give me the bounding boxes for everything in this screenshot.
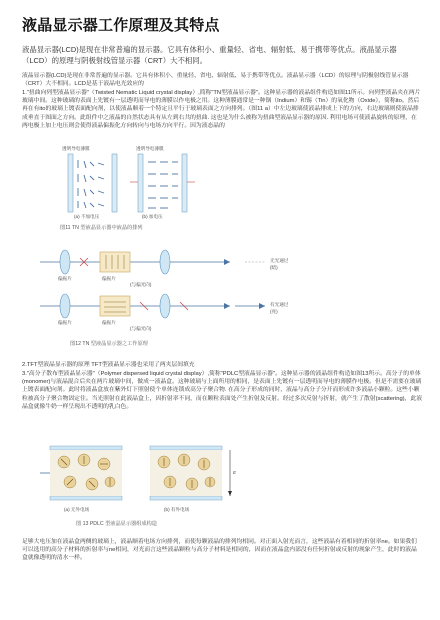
- fig12-row2-right2: (亮): [270, 309, 278, 314]
- page-title: 液晶显示器工作原理及其特点: [22, 17, 220, 34]
- fig11-diagram: [60, 144, 200, 224]
- fig12-row2-label2: 偏振片: [102, 320, 116, 325]
- fig12-row1-label1: 偏振片: [58, 276, 72, 281]
- fig12-row1-right2: (暗): [270, 265, 278, 270]
- fig13-caption: 图 13 PDLC 型液晶显示器组成构造: [76, 521, 157, 527]
- fig11-caption: 图11 TN 型液晶显示器中液晶的排列: [60, 225, 143, 231]
- fig12-row1-right: 无光通过: [270, 258, 289, 263]
- fig12-row2-label3: (与偏光向): [130, 326, 152, 331]
- fig13-sub-a: (a) 无外电场: [64, 507, 90, 512]
- fig13-field-label: E: [233, 470, 237, 475]
- fig13-diagram: [40, 438, 240, 518]
- fig11-sub-a: (a) 不加电压: [74, 214, 100, 219]
- fig11-sub-b: (b) 加电压: [142, 214, 163, 219]
- body-paragraph-5: 足够大电压加在液晶盒两侧的玻璃上，液晶顺着电场方向排列，而使每颗液晶的排列均相同。对正面入射光而言，这些液晶有着相同的折射率ne。如果我们可以选用的高分子材料的折射率与ne相同，对光而言这些液晶颗粒与高分子材料是相同的，因而在液晶盒内部没有任何折射或反射的现象产生，此时的液晶盒就像透明的清水一样。: [22, 539, 417, 562]
- fig12-caption: 图12 TN 型液晶显示器之工作原理: [70, 341, 148, 347]
- intro-paragraph: 液晶显示器(LCD)是现在非常普遍的显示器。它具有体积小、重量轻、省电、辐射低、易于携带等优点。液晶显示器（LCD）的原理与阴极射线管显示器（CRT）大不相同。: [22, 45, 397, 65]
- fig11-label-b: 透明导电薄膜: [136, 146, 164, 151]
- body-paragraph-3: 2.TFT型液晶显示器的原理 TFT型液晶显示器也采用了两夹层间填充: [22, 362, 195, 368]
- fig12-row2-right: 有光通过: [270, 302, 289, 307]
- fig12-row1-label3: (与偏光向): [130, 282, 152, 287]
- fig11-label-a: 透明导电薄膜: [62, 146, 90, 151]
- body-paragraph-1: 液晶显示器(LCD)是现在非常普遍的显示器。它具有体积小、重量轻、省电、辐射低、易于携带等优点。液晶显示器（LCD）的原理与阴极射线管显示器（CRT）大不相同。LCD是基于液晶电光效应的: [22, 73, 409, 88]
- body-paragraph-4: 3."高分子散布型液晶显示器"（Polymer dispersed liquid crystal display）,简称"PDLC型液晶显示器"。这种显示器的液晶组件构造如图13所示。高分子的单体(monomer)与液晶混合后夹在两片玻璃中间，做成一液晶盒。这种玻璃与上面所用的相同，是表面上先镀有一层透明而导电的薄膜作电极。但是不需要在玻璃上镀表面配向剂。此时将液晶盒放在紫外灯下照射使个单体连锁成高分子聚合物. 在高分子形成的同时，液晶与高分子分开而形成许多液晶小颗粒。这些小颗粒被高分子聚合物固定住。当光照射在此液晶盒上，因折射率不同，而在颗粒表面处产生折射及反射。经过多次反射与折射，就产生了散射(scattering)，此液晶盒就像牛奶一样呈现出不透明的乳白色。: [22, 371, 422, 410]
- body-paragraph-2: 1."扭曲向列型液晶显示器"（Twisted Nematic Liquid crystal display）,简称"TN型液晶显示器"。这种显示器的液晶组件构造如图11所示。向列型液晶夹在两片玻璃中间。这种玻璃的表面上先镀有一层透明而导电的薄膜以作电极之用。这种薄膜通常是一种铟（Indium）和锡（Tin）的氧化物（Oxide），简称ito。然后再在有ito的玻璃上镀表面配向剂，以使液晶顺着一个特定且平行于玻璃表面之方向排列。（图11 a）中左边玻璃使液晶排成上下的方向，右边玻璃则使液晶排成垂直于图面之方向。此组件中之液晶的自然状态具有从左到右共的扭曲. 这也是为什么被称为扭曲型液晶显示器的原因. 利用电场可使液晶旋转的原理，在两电极上加上电压则会使得液晶偏振化方向转向与电场方向平行。因为液态晶的: [22, 90, 421, 129]
- fig12-row2-label1: 偏振片: [58, 320, 72, 325]
- fig13-sub-b: (b) 有外电场: [164, 507, 190, 512]
- fig12-row1-label2: 偏振片: [102, 276, 116, 281]
